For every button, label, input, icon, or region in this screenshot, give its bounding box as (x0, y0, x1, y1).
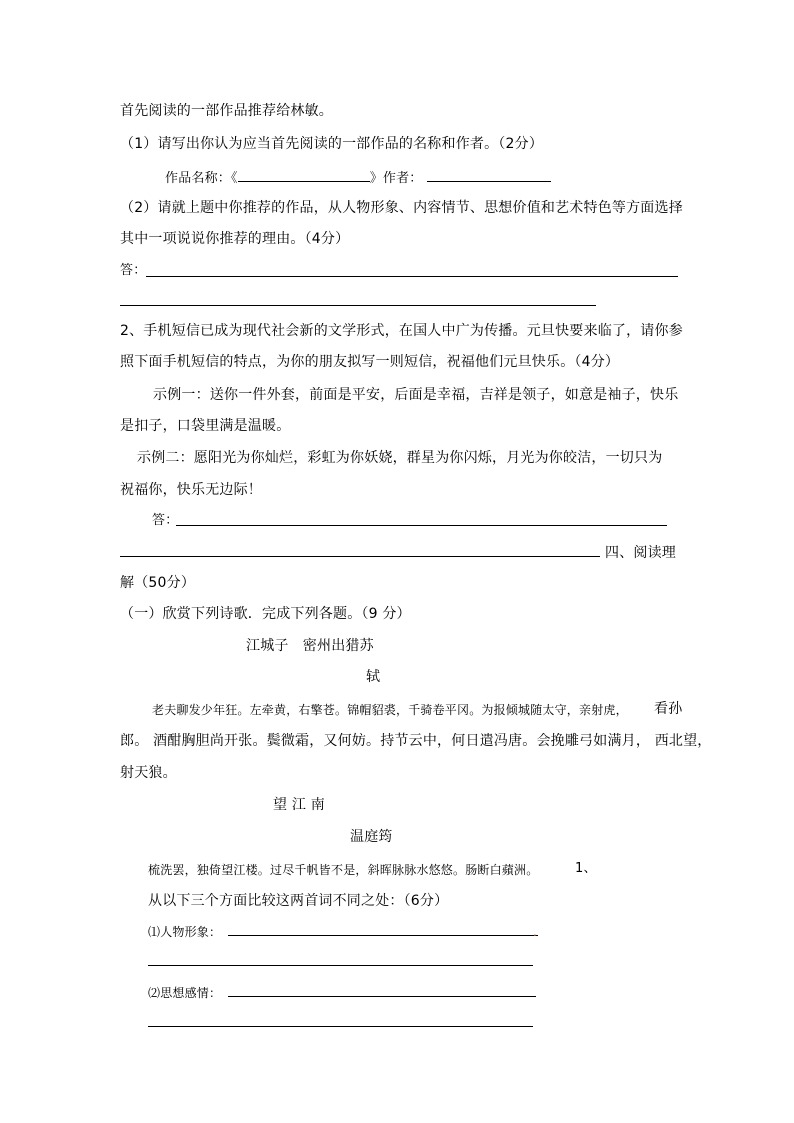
section4-title-part2: 解（50分） (120, 575, 196, 591)
item1-answer-line[interactable] (228, 935, 538, 936)
q1-answer-label: 答： (120, 263, 147, 278)
question-number: 1、 (575, 861, 597, 876)
q1-work-line (165, 167, 551, 188)
q2-example1-line2: 是扣子，口袋里满是温暖。 (120, 418, 291, 434)
author-blank[interactable] (427, 167, 551, 182)
q2-line2: 照下面手机短信的特点，为你的朋友拟写一则短信，祝福他们元旦快乐。（4分） (120, 354, 620, 370)
work-name-blank[interactable] (238, 167, 370, 182)
poem2-title: 望 江 南 (273, 797, 325, 813)
q2-answer-label: 答： (152, 513, 179, 528)
section4-sub1: （一）欣赏下列诗歌．完成下列各题。（9 分） (120, 606, 411, 622)
q1-sub2-line1: （2）请就上题中你推荐的作品，从人物形象、内容情节、思想价值和艺术特色等方面选择 (120, 200, 683, 216)
item1-label: ⑴人物形象： (148, 925, 222, 939)
q2-answer-line-1[interactable] (176, 525, 667, 526)
section4-title-part1: 四、阅读理 (605, 545, 676, 561)
item2-answer-line[interactable] (228, 996, 536, 997)
poem1-line1: 老夫聊发少年狂。左牵黄，右擎苍。锦帽貂裘，千骑卷平冈。为报倾城随太守，亲射虎， (152, 703, 628, 717)
poem1-title: 江城子 密州出猎苏 (246, 638, 374, 654)
item2-answer-line-2[interactable] (148, 1026, 533, 1027)
item1-answer-line-2[interactable] (148, 965, 533, 966)
poem1-line2: 郎。 酒酣胸胆尚开张。鬓微霜，又何妨。持节云中，何日遣冯唐。会挽雕弓如满月， 西北望， (120, 733, 712, 749)
item2-label: ⑵思想感情： (148, 986, 222, 1000)
work-name-label: 作品名称：《 (165, 171, 238, 186)
compare-prompt: 从以下三个方面比较这两首词不同之处：（6分） (148, 893, 449, 909)
poem1-line1-tail: 看孙 (654, 701, 683, 717)
item1-dot: . (533, 925, 538, 939)
q1-intro: 首先阅读的一部作品推荐给林敏。 (120, 103, 333, 119)
poem1-author-tail: 轼 (366, 669, 381, 685)
q2-example1-line1: 示例一：送你一件外套，前面是平安，后面是幸福，吉祥是领子，如意是袖子，快乐 (153, 387, 679, 403)
q1-sub2-line2: 其中一项说说你推荐的理由。（4分） (120, 231, 350, 247)
q1-sub1: （1）请写出你认为应当首先阅读的一部作品的名称和作者。（2分） (120, 136, 544, 152)
poem2-text: 梳洗罢，独倚望江楼。过尽千帆皆不是，斜晖脉脉水悠悠。肠断白蘋洲。 (148, 863, 539, 877)
poem2-author: 温庭筠 (350, 829, 393, 845)
q1-answer-line-2[interactable] (120, 305, 596, 306)
q1-answer-line-1[interactable] (146, 276, 678, 277)
poem1-line3: 射天狼。 (120, 765, 177, 781)
q2-example2-line1: 示例二：愿阳光为你灿烂，彩虹为你妖娆，群星为你闪烁，月光为你皎洁，一切只为 (137, 450, 663, 466)
q2-example2-line2: 祝福你，快乐无边际！ (120, 482, 262, 498)
author-label: 》作者： (369, 171, 423, 186)
q2-answer-line-2[interactable] (120, 556, 600, 557)
q2-line1: 2、手机短信已成为现代社会新的文学形式，在国人中广为传播。元旦快要来临了，请你参 (120, 323, 683, 339)
